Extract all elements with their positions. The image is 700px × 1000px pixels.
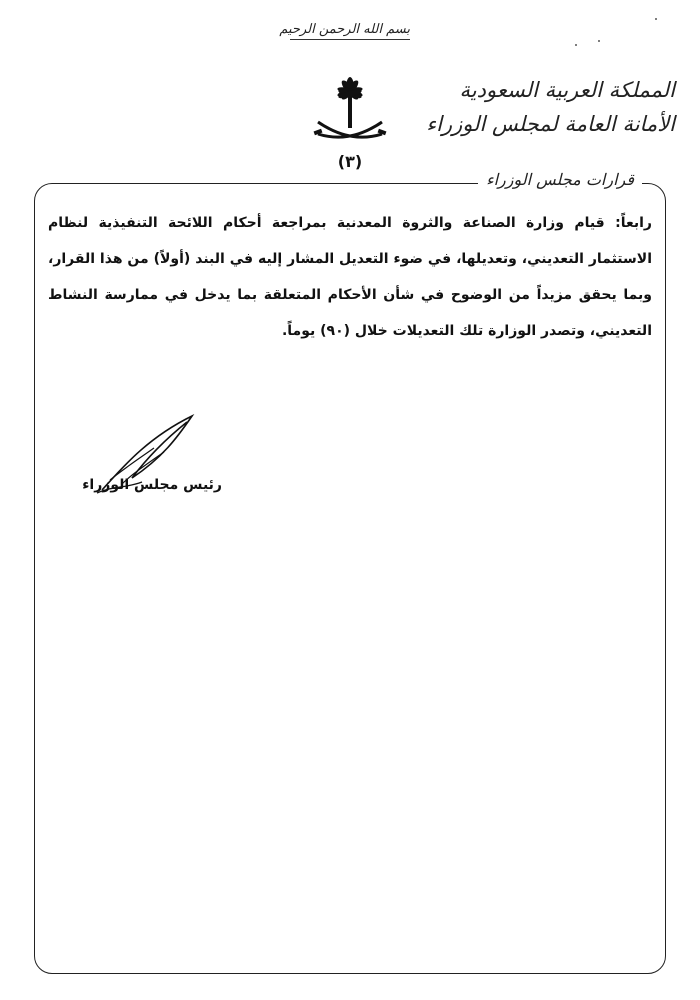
page-number: (٣) — [337, 152, 363, 171]
secretariat-heading: الأمانة العامة لمجلس الوزراء — [426, 112, 675, 136]
basmala-heading: بسم الله الرحمن الرحيم — [290, 22, 410, 40]
scan-speck — [575, 44, 577, 46]
frame-label: قرارات مجلس الوزراء — [478, 170, 642, 189]
signatory-title: رئيس مجلس الوزراء — [82, 477, 222, 493]
saudi-emblem-icon — [310, 72, 390, 150]
scan-speck — [598, 40, 600, 42]
decision-paragraph: رابعاً: قيام وزارة الصناعة والثروة المعدنية بمراجعة أحكام اللائحة التنفيذية لنظام الاستثمار التعديني، وتعديلها، في ضوء التعديل المشار إليه في البند (أولاً) من هذا القرار، وبما يحقق مزيداً من الوضوح في شأن الأحكام المتعلقة بما يدخل في ممارسة النشاط التعديني، وتصدر الوزارة تلك التعديلات خلال (٩٠) يوماً. — [48, 215, 652, 339]
scan-speck — [655, 18, 657, 20]
kingdom-heading: المملكة العربية السعودية — [459, 78, 675, 102]
